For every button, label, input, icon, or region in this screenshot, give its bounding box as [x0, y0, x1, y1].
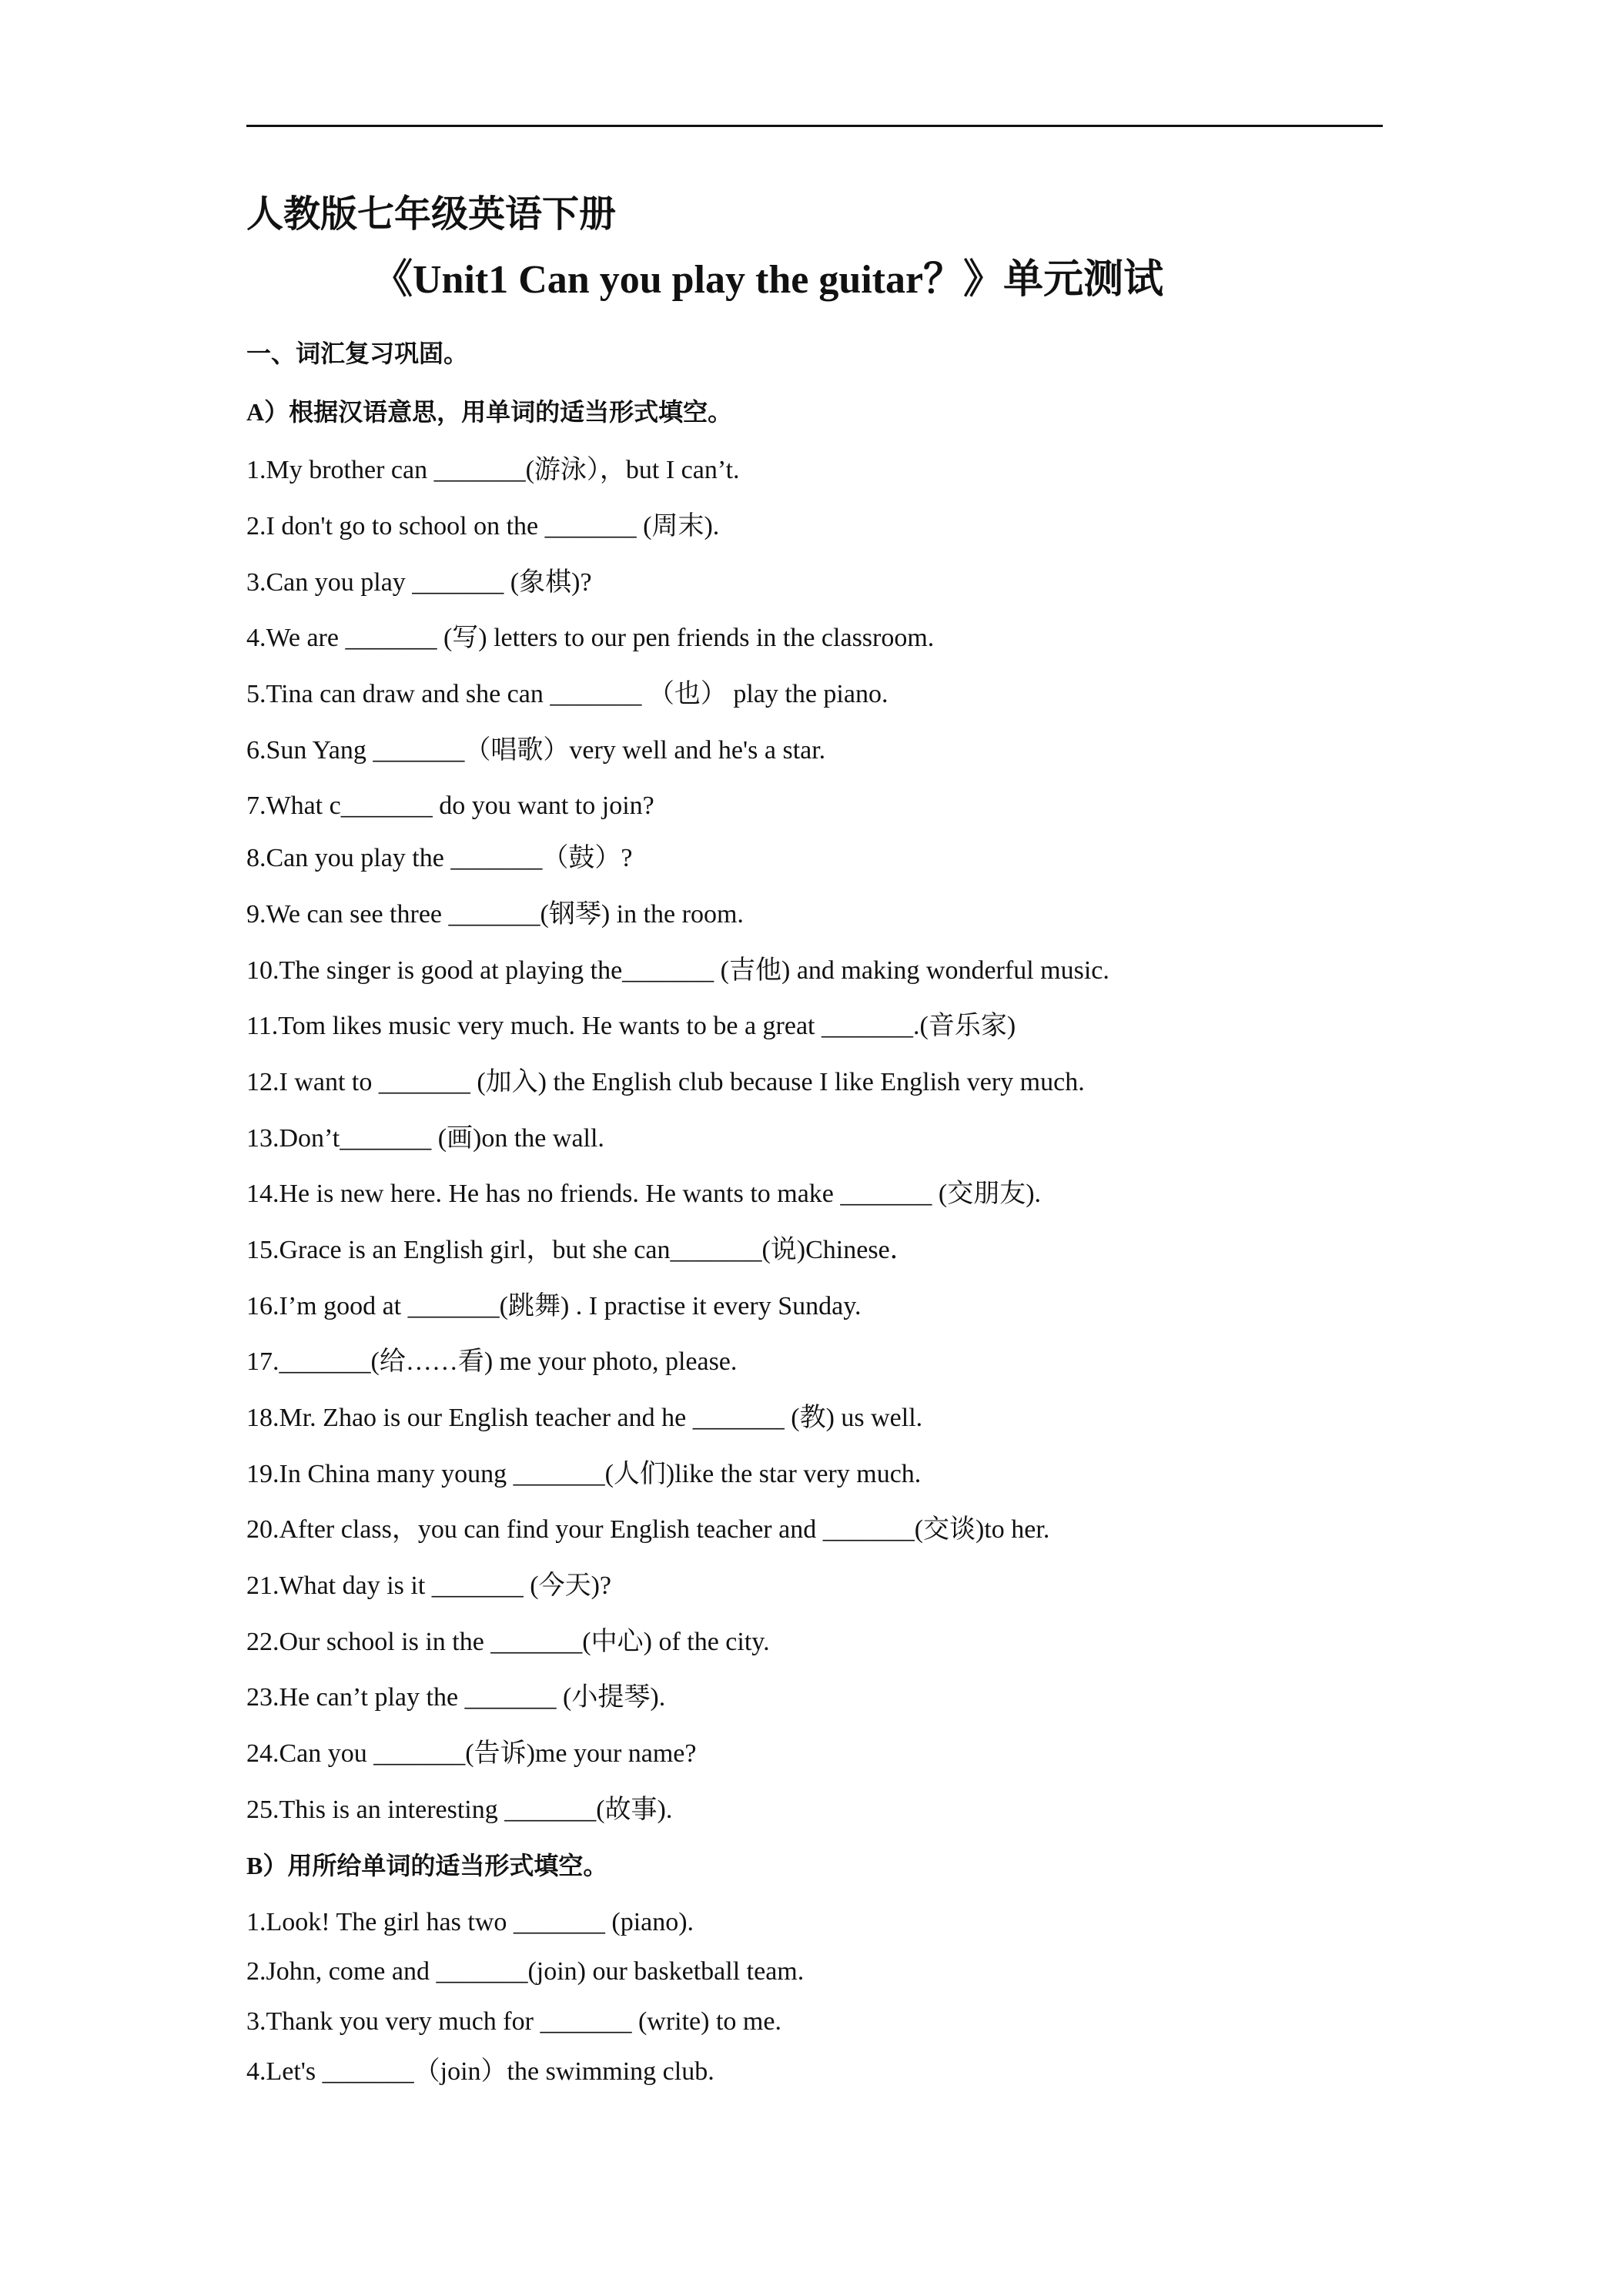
question-a16: 16.I’m good at _______(跳舞) . I practise it every Sunday. [246, 1292, 862, 1320]
question-a10: 10.The singer is good at playing the_______ (吉他) and making wonderful music. [246, 956, 1109, 985]
question-a15: 15.Grace is an English girl，but she can_______(说)Chinese． [246, 1236, 916, 1264]
question-a22: 22.Our school is in the _______(中心) of the city. [246, 1628, 770, 1656]
question-a14: 14.He is new here. He has no friends. He wants to make _______ (交朋友). [246, 1180, 1042, 1208]
section-heading: 一、词汇复习巩固。 [246, 340, 469, 367]
top-rule [246, 125, 1383, 127]
question-a11: 11.Tom likes music very much. He wants to be a great _______.(音乐家) [246, 1012, 1016, 1040]
question-a23: 23.He can’t play the _______ (小提琴). [246, 1683, 666, 1712]
question-a21: 21.What day is it _______ (今天)? [246, 1571, 612, 1600]
page-subtitle: 《Unit1 Can you play the guitar？》单元测试 [373, 258, 1164, 302]
page-title: 人教版七年级英语下册 [246, 194, 617, 235]
question-a17: 17._______(给……看) me your photo, please. [246, 1347, 738, 1376]
question-a4: 4.We are _______ (写) letters to our pen friends in the classroom. [246, 624, 935, 652]
question-a12: 12.I want to _______ (加入) the English club because I like English very much. [246, 1068, 1085, 1096]
question-a3: 3.Can you play _______ (象棋)? [246, 568, 592, 597]
question-a7: 7.What c_______ do you want to join? [246, 792, 654, 820]
part-a-heading: A）根据汉语意思，用单词的适当形式填空。 [246, 398, 733, 426]
question-a13: 13.Don’t_______ (画)on the wall. [246, 1124, 604, 1153]
question-b4: 4.Let's _______（join）the swimming club. [246, 2057, 714, 2086]
question-a6: 6.Sun Yang _______（唱歌）very well and he's a star. [246, 736, 826, 765]
question-b3: 3.Thank you very much for _______ (write) to me. [246, 2007, 781, 2036]
part-b-heading: B）用所给单词的适当形式填空。 [246, 1852, 608, 1879]
question-a8: 8.Can you play the _______（鼓）? [246, 844, 633, 872]
question-a19: 19.In China many young _______(人们)like the star very much. [246, 1460, 922, 1488]
question-a2: 2.I don't go to school on the _______ (周末). [246, 512, 720, 541]
question-a1: 1.My brother can _______(游泳），but I can’t. [246, 456, 740, 484]
question-a25: 25.This is an interesting _______(故事). [246, 1796, 673, 1824]
question-b1: 1.Look! The girl has two _______ (piano). [246, 1908, 694, 1936]
question-a18: 18.Mr. Zhao is our English teacher and he _______ (教) us well. [246, 1404, 923, 1432]
question-a24: 24.Can you _______(告诉)me your name? [246, 1739, 697, 1768]
question-b2: 2.John, come and _______(join) our basketball team. [246, 1957, 805, 1986]
question-a20: 20.After class，you can find your English teacher and _______(交谈)to her. [246, 1515, 1050, 1544]
question-a9: 9.We can see three _______(钢琴) in the room. [246, 900, 744, 929]
question-a5: 5.Tina can draw and she can _______ （也） play the piano. [246, 680, 888, 708]
